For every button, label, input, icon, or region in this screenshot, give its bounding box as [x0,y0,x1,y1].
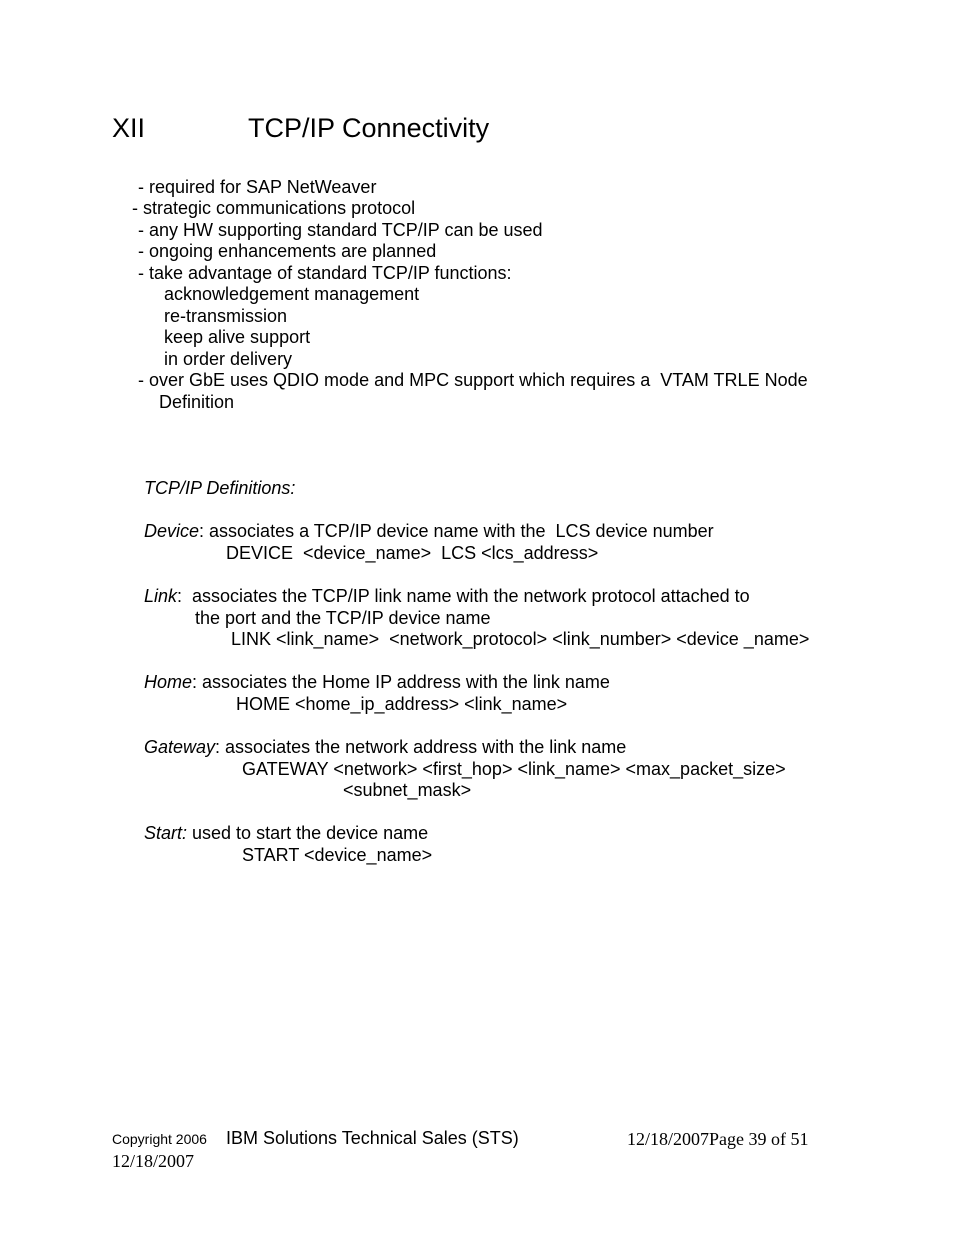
definition-term: Gateway [144,737,216,757]
definition-start [144,823,428,845]
function-item: re-transmission [164,306,288,326]
definition-term: Link [144,586,178,606]
definition-term: Home [144,672,193,692]
bullet-item: - strategic communications protocol [132,198,416,218]
definition-syntax: START <device_name> [242,845,433,865]
definition-syntax-continued: <subnet_mask> [343,780,472,800]
definition-term: Start: [144,823,188,843]
definition-link [144,586,750,608]
definition-term: Device [144,521,200,541]
definition-desc: : associates the network address with the link name [215,737,627,757]
bullet-item: - ongoing enhancements are planned [138,241,437,261]
definition-gateway [144,737,626,759]
definition-syntax: LINK <link_name> <network_protocol> <link_number> <device _name> [231,629,810,649]
function-item: acknowledgement management [164,284,420,304]
footer-org: IBM Solutions Technical Sales (STS) [226,1128,519,1148]
function-item: in order delivery [164,349,293,369]
definition-syntax: HOME <home_ip_address> <link_name> [236,694,568,714]
section-number: XII [112,113,146,143]
definitions-heading: TCP/IP Definitions: [144,478,296,498]
definition-home [144,672,610,694]
bullet-item: - any HW supporting standard TCP/IP can be used [138,220,543,240]
definition-syntax: GATEWAY <network> <first_hop> <link_name> <max_packet_size> [242,759,786,779]
footer-date: 12/18/2007 [112,1151,195,1171]
definition-syntax: DEVICE <device_name> LCS <lcs_address> [226,543,599,563]
function-item: keep alive support [164,327,311,347]
definition-desc: : associates the TCP/IP link name with the network protocol attached to [177,586,750,606]
bullet-item-gbe-continued: Definition [159,392,235,412]
footer-copyright: Copyright 2006 [112,1131,207,1147]
page-title: TCP/IP Connectivity [248,113,490,143]
definition-device [144,521,714,543]
bullet-item: - required for SAP NetWeaver [138,177,377,197]
definition-desc-continued: the port and the TCP/IP device name [195,608,491,628]
bullet-item: - take advantage of standard TCP/IP functions: [138,263,512,283]
definition-desc: : associates the Home IP address with the link name [192,672,610,692]
definition-desc: : associates a TCP/IP device name with the LCS device number [199,521,714,541]
definition-desc: used to start the device name [187,823,429,843]
bullet-item-gbe: - over GbE uses QDIO mode and MPC support which requires a VTAM TRLE Node [138,370,808,390]
footer-date-page: 12/18/2007Page 39 of 51 [627,1129,809,1149]
